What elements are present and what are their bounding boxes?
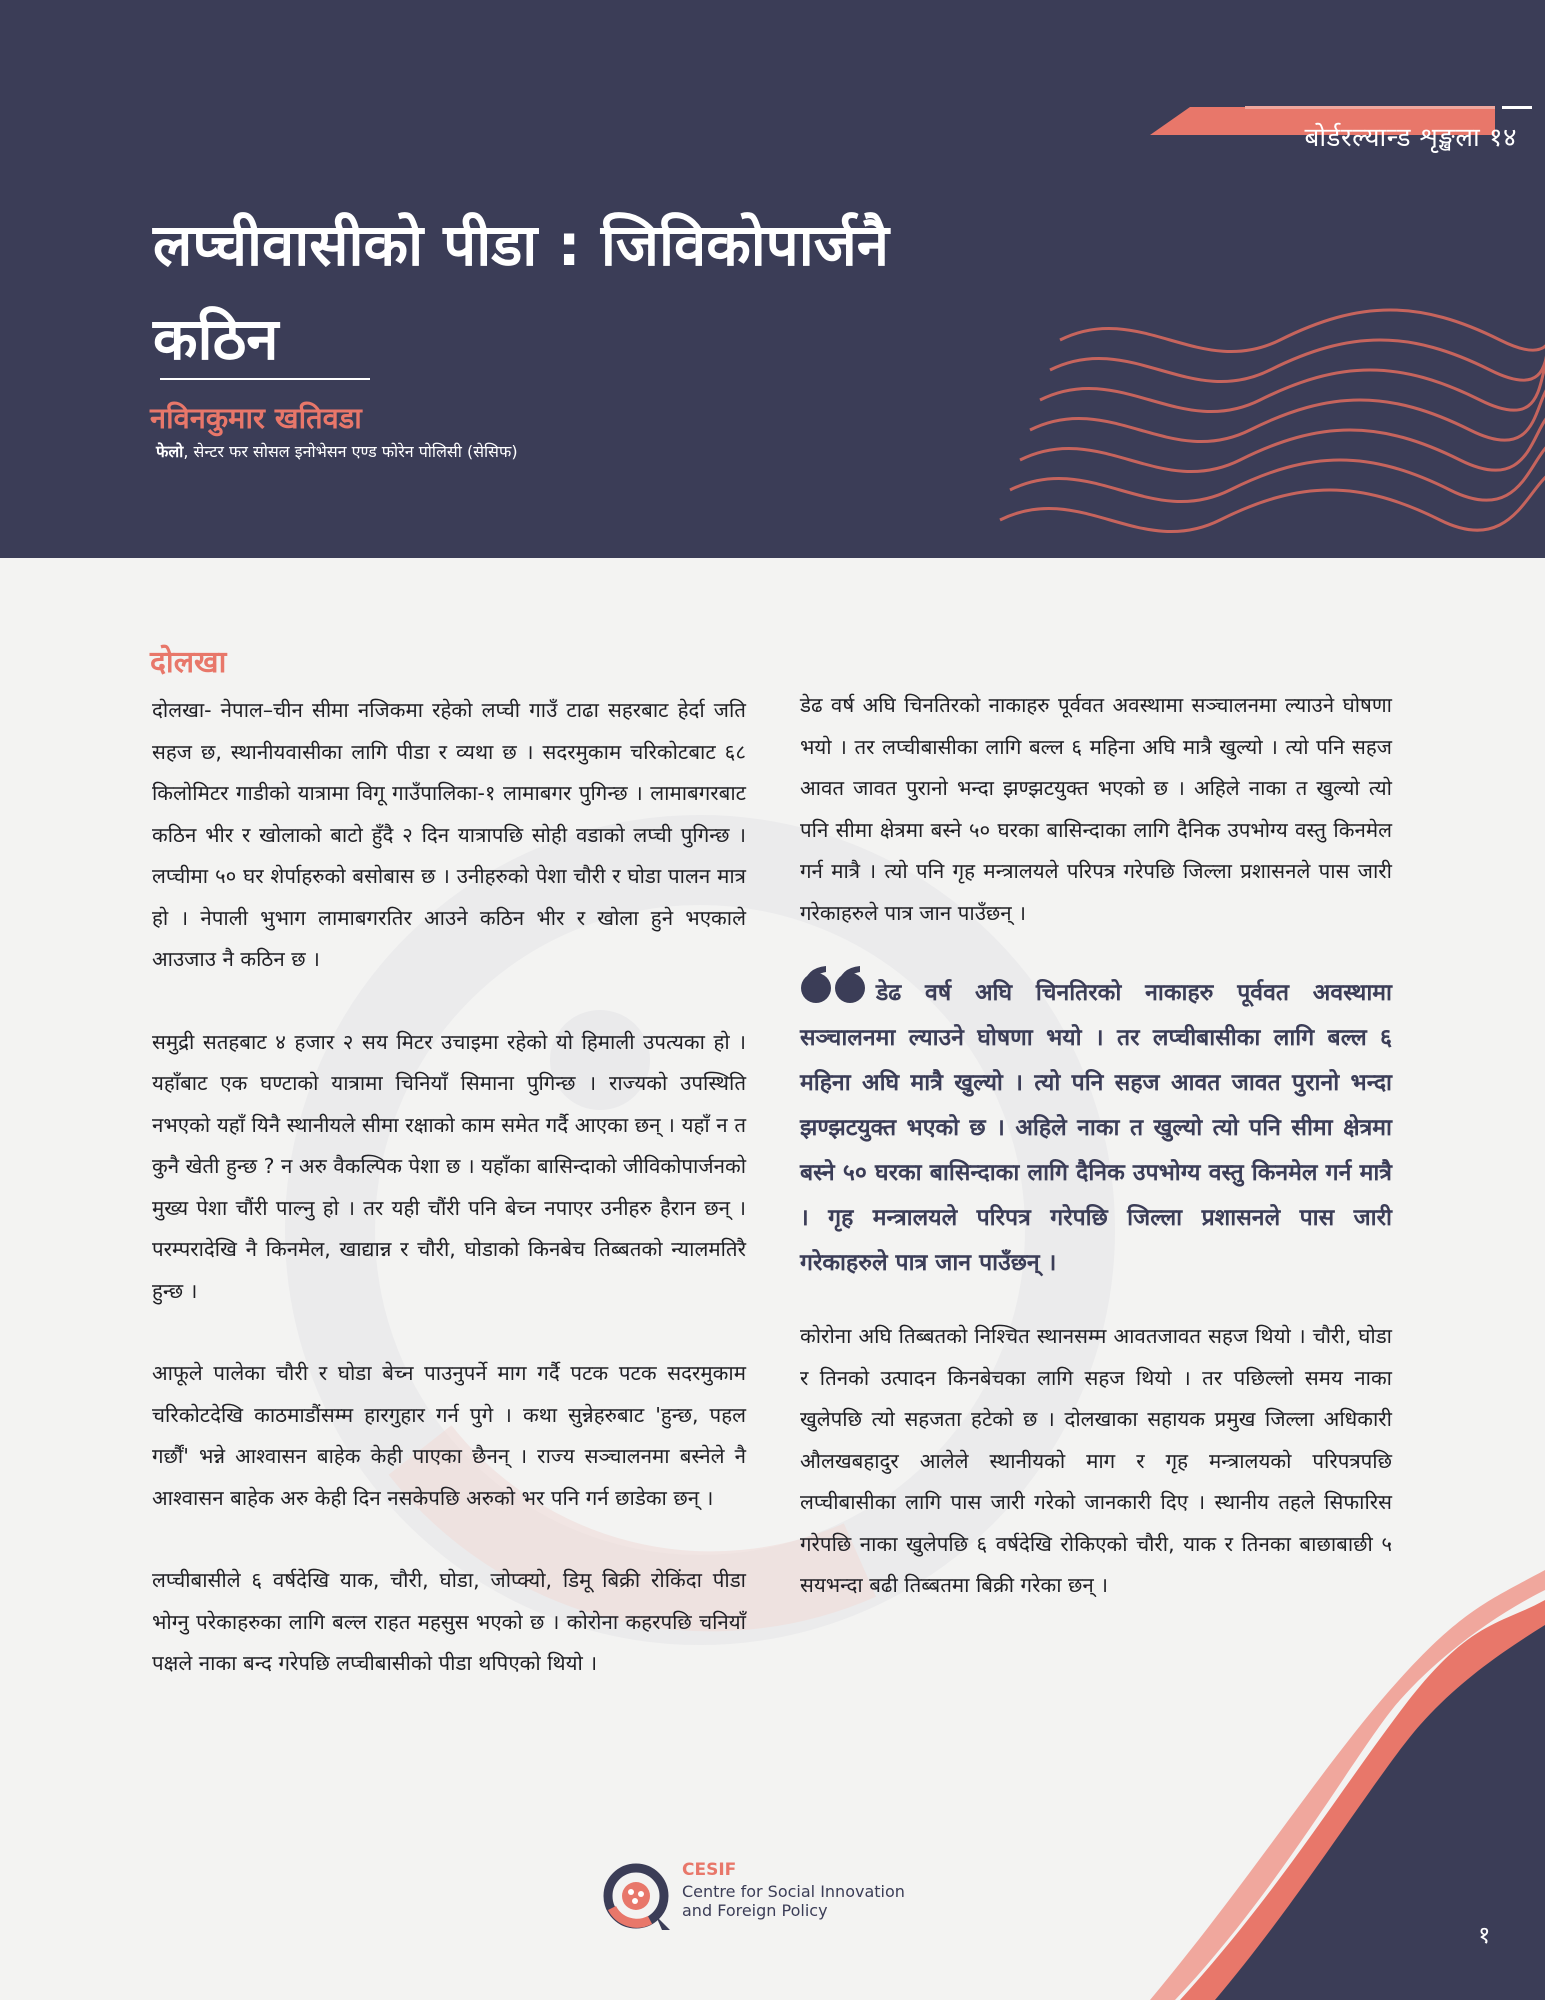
pull-quote-text: डेढ वर्ष अघि चिनतिरको नाकाहरु पूर्ववत अवस्थामा सञ्चालनमा ल्याउने घोषणा भयो । तर लप्चीबासीका लागि बल्ल ६ महिना अघि मात्रै खुल्यो । त्यो पनि सहज आवत जावत पुरानो भन्दा झण्झटयुक्त भएको छ । अहिले नाका त खुल्यो त्यो पनि सीमा क्षेत्रमा बस्ने ५० घरका बासिन्दाका लागि दैनिक उपभोग्य वस्तु किनमेल गर्न मात्रै । गृह मन्त्रालयले परिपत्र गरेपछि जिल्ला प्रशासनले पास जारी गरेकाहरुले पात्र जान पाउँछन् । xyxy=(800,980,1392,1276)
author-name: नविनकुमार खतिवडा xyxy=(150,401,362,435)
title-line-1: लप्चीवासीको पीडा : जिविकोपार्जनै xyxy=(153,211,889,279)
logo-name: CESIF xyxy=(682,1860,737,1880)
logo-subtitle-line-2: and Foreign Policy xyxy=(682,1901,828,1920)
series-label: बोर्डरल्यान्ड शृङ्खला १४ xyxy=(1304,123,1517,153)
logo-subtitle xyxy=(682,1882,922,1920)
section-title: दोलखा xyxy=(150,645,227,680)
title-line-2: कठिन xyxy=(153,305,279,373)
cesif-logo xyxy=(600,1858,920,1934)
logo-subtitle-line-1: Centre for Social Innovation xyxy=(682,1882,905,1901)
page-number: १ xyxy=(1478,1921,1491,1949)
paragraph: कोरोना अघि तिब्बतको निश्चित स्थानसम्म आवतजावत सहज थियो । चौरी, घोडा र तिनको उत्पादन किनबेचका लागि सहज थियो । तर पछिल्लो समय नाका खुलेपछि त्यो सहजता हटेको छ । दोलखाका सहायक प्रमुख जिल्ला अधिकारी औलखबहादुर आलेले स्थानीयको माग र गृह मन्त्रालयको परिपत्रपछि लप्चीबासीका लागि पास जारी गरेको जानकारी दिए । स्थानीय तहले सिफारिस गरेपछि नाका खुलेपछि ६ वर्षदेखि रोकिएको चौरी, याक र तिनका बाछाबाछी ५ सयभन्दा बढी तिब्बतमा बिक्री गरेका छन् । xyxy=(800,1324,1392,1597)
paragraph: आफूले पालेका चौरी र घोडा बेच्न पाउनुपर्ने माग गर्दै पटक पटक सदरमुकाम चरिकोटदेखि काठमाडौंसम्म हारगुहार गर्न पुगे । कथा सुन्नेहरुबाट 'हुन्छ, पहल गर्छौं' भन्ने आश्वासन बाहेक केही पाएका छैनन् । राज्य सञ्चालनमा बस्नेले नै आश्वासन बाहेक अरु केही दिन नसकेपछि अरुको भर पनि गर्न छाडेका छन् । xyxy=(152,1361,746,1510)
paragraph: समुद्री सतहबाट ४ हजार २ सय मिटर उचाइमा रहेको यो हिमाली उपत्यका हो । यहाँबाट एक घण्टाको यात्रामा चिनियाँ सिमाना पुगिन्छ । राज्यको उपस्थिति नभएको यहाँ यिनै स्थानीयले सीमा रक्षाको काम समेत गर्दै आएका छन् । यहाँ न त कुनै खेती हुन्छ ? न अरु वैकल्पिक पेशा छ । यहाँका बासिन्दाको जीविकोपार्जनको मुख्य पेशा चौंरी पाल्नु हो । तर यही चौंरी पनि बेच्न नपाएर उनीहरु हैरान छन् । परम्परादेखि नै किनमेल, खाद्यान्न र चौरी, घोडाको किनबेच तिब्बतको न्यालमतिरै हुन्छ । xyxy=(152,1029,746,1303)
cesif-logo-icon xyxy=(600,1858,676,1934)
affiliation-role: फेलो xyxy=(156,442,184,461)
affiliation-org: , सेन्टर फर सोसल इनोभेसन एण्ड फोरेन पोलिसी (सेसिफ) xyxy=(183,442,518,461)
paragraph: डेढ वर्ष अघि चिनतिरको नाकाहरु पूर्ववत अवस्थामा सञ्चालनमा ल्याउने घोषणा भयो । तर लप्चीबासीका लागि बल्ल ६ महिना अघि मात्रै खुल्यो । त्यो पनि सहज आवत जावत पुरानो भन्दा झण्झटयुक्त भएको छ । अहिले नाका त खुल्यो त्यो पनि सीमा क्षेत्रमा बस्ने ५० घरका बासिन्दाका लागि दैनिक उपभोग्य वस्तु किनमेल गर्न मात्रै । त्यो पनि गृह मन्त्रालयले परिपत्र गरेपछि जिल्ला प्रशासनले पास जारी गरेकाहरुले पात्र जान पाउँछन् । xyxy=(800,693,1392,925)
paragraph: लप्चीबासीले ६ वर्षदेखि याक, चौरी, घोडा, जोप्क्यो, डिमू बिक्री रोकिंदा पीडा भोग्नु परेकाहरुका लागि बल्ल राहत महसुस भएको छ । कोरोना कहरपछि चनियाँ पक्षले नाका बन्द गरेपछि लप्चीबासीको पीडा थपिएको थियो । xyxy=(152,1568,746,1675)
paragraph: दोलखा- नेपाल–चीन सीमा नजिकमा रहेको लप्ची गाउँ टाढा सहरबाट हेर्दा जति सहज छ, स्थानीयवासीका लागि पीडा र व्यथा छ । सदरमुकाम चरिकोटबाट ६८ किलोमिटर गाडीको यात्रामा विगू गाउँपालिका-१ लामाबगर पुगिन्छ । लामाबगरबाट कठिन भीर र खोलाको बाटो हुँदै २ दिन यात्रापछि सोही वडाको लप्ची पुगिन्छ । लप्चीमा ५० घर शेर्पाहरुको बसोबास छ । उनीहरुको पेशा चौरी र घोडा पालन मात्र हो । नेपाली भुभाग लामाबगरतिर आउने कठिन भीर र खोला हुने भएकाले आउजाउ नै कठिन छ । xyxy=(152,698,746,971)
